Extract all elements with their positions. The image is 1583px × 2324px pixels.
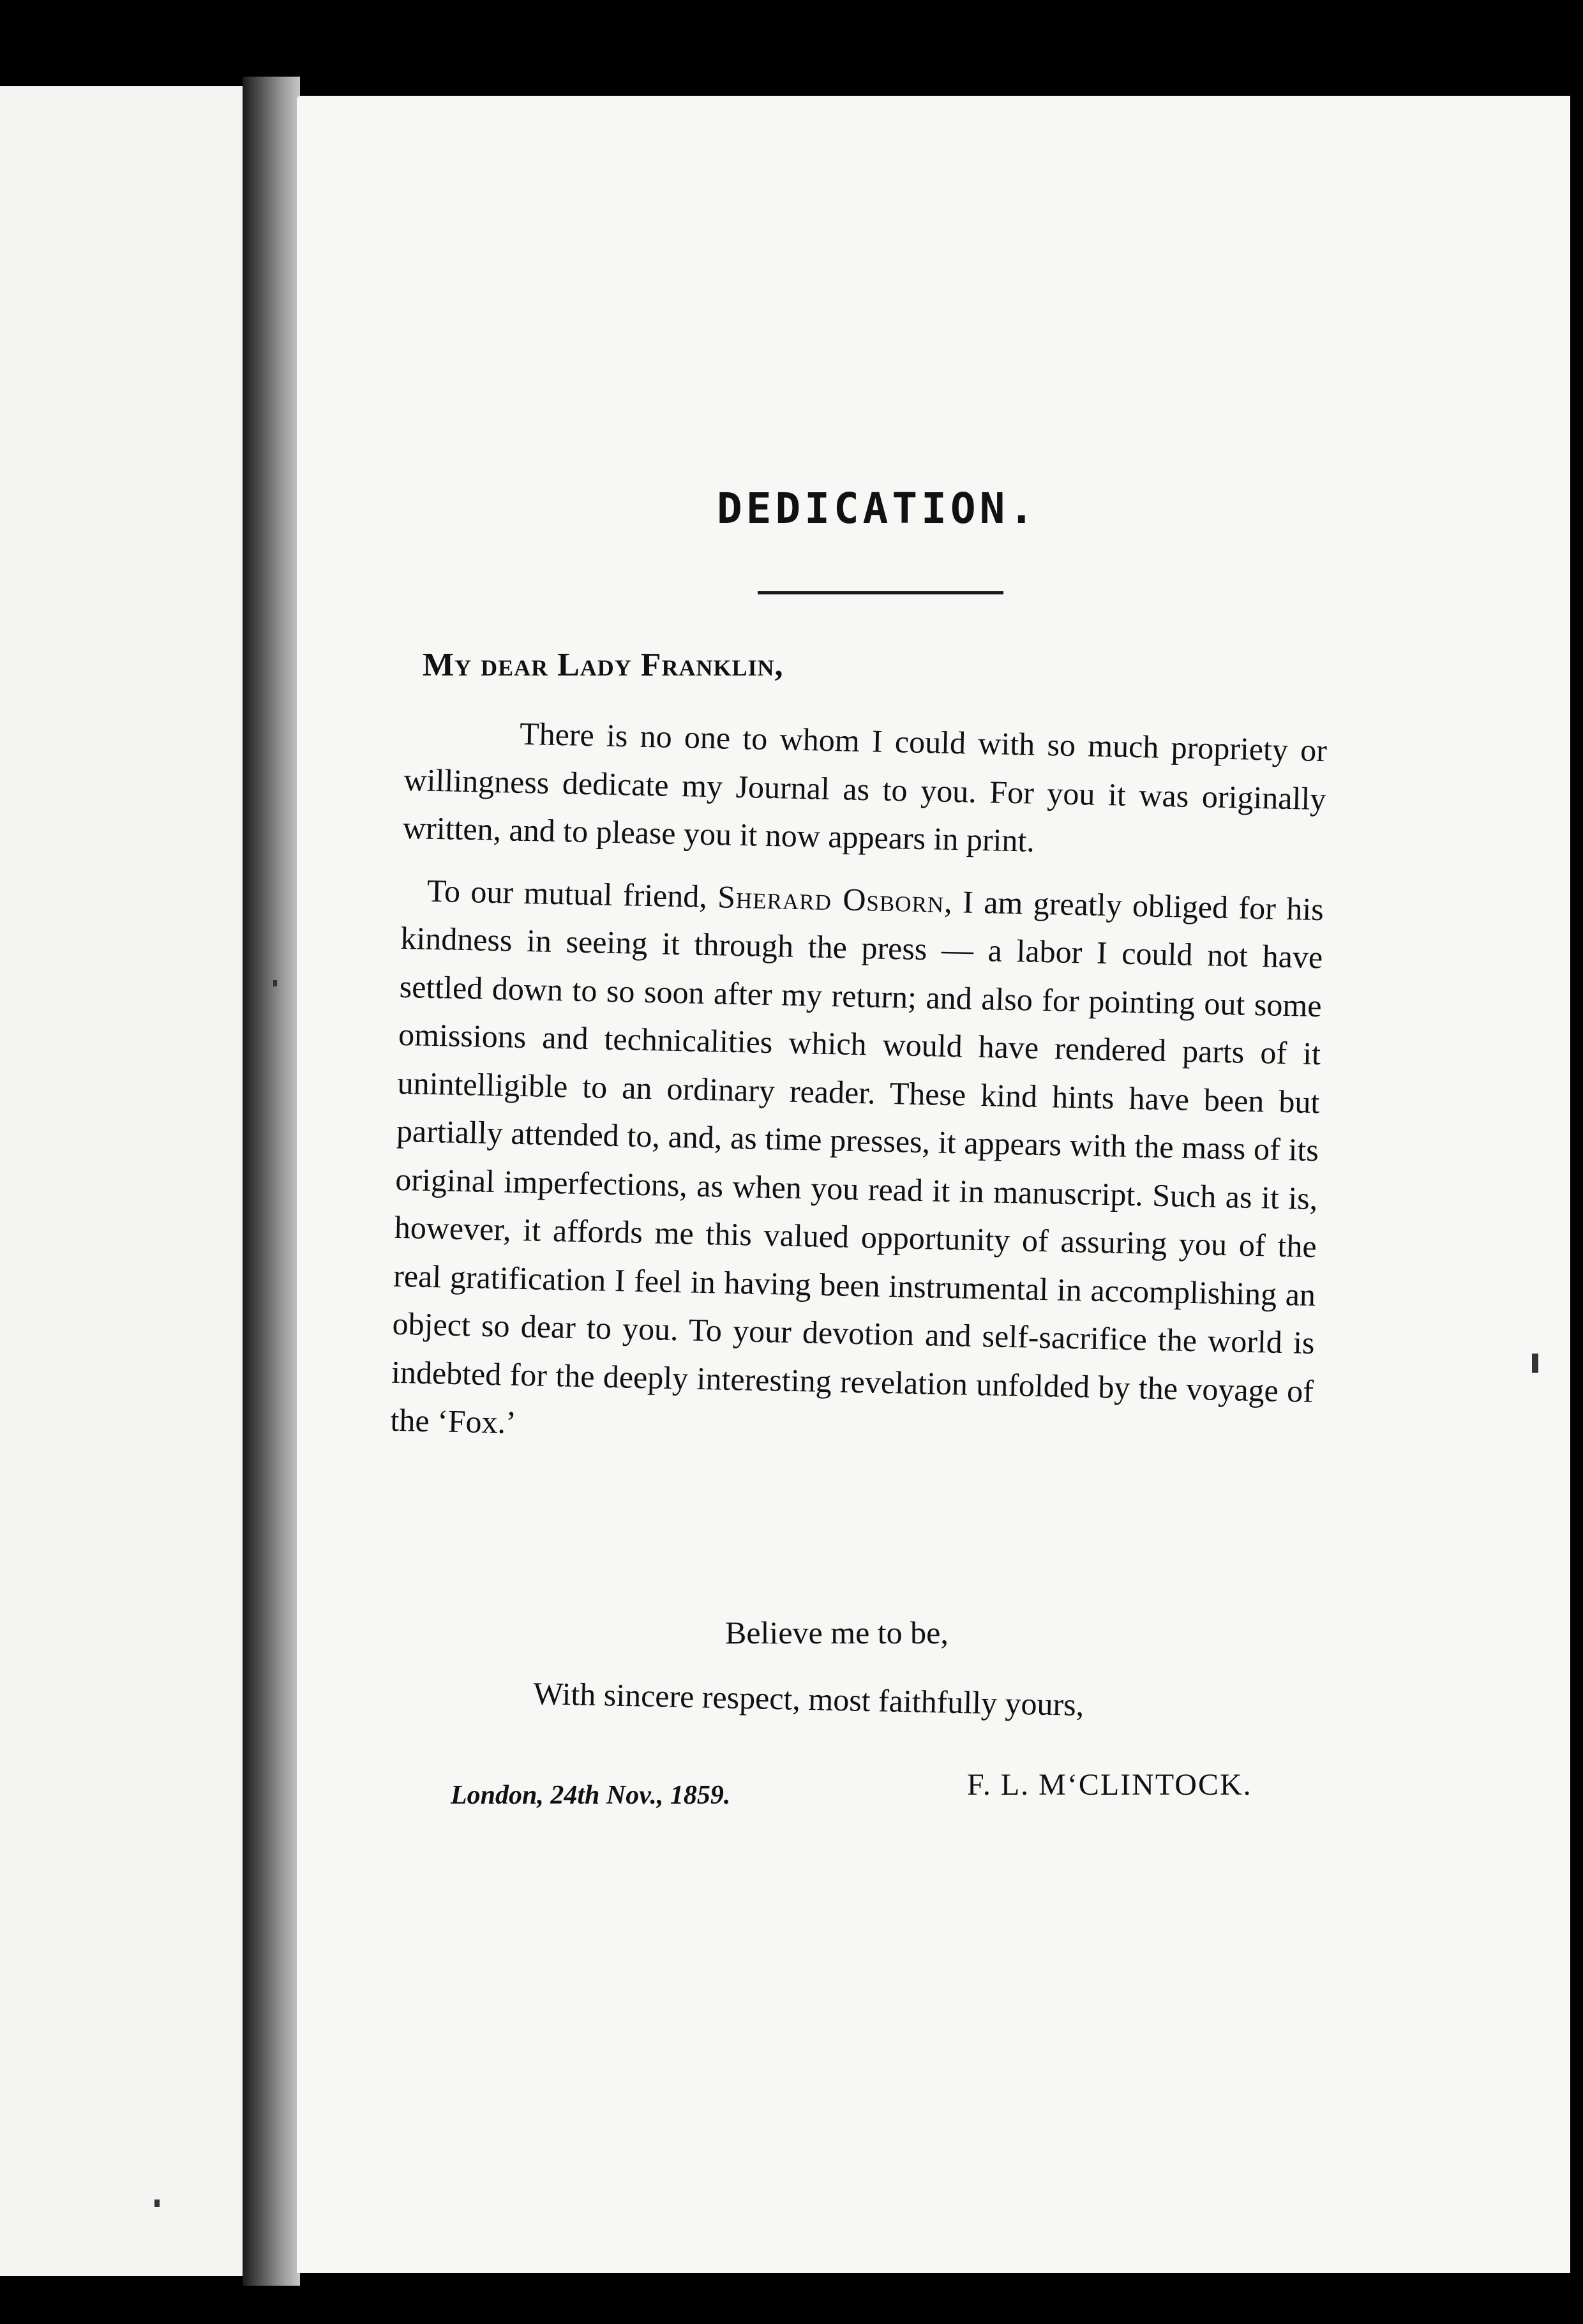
closing-line-1: Believe me to be,: [725, 1615, 949, 1650]
friend-name: Sherard Osborn: [717, 878, 945, 919]
salutation: My dear Lady Franklin,: [423, 647, 784, 683]
paragraph-2: [390, 866, 1324, 1463]
paragraph-1: There is no one to whom I could with so much propriety or willingness dedicate my Journal as to you. For you it was originally written, and to please you it now appears in print.: [402, 715, 1328, 859]
paragraph-2-rest: , I am greatly obliged for his kindness in seeing it through the press — a labor I could not have settled down to so soon after my return; and also for pointing out some omissions and technicalities which would have rendered parts of it unintelligible to an ordinary reader. These kind hints have been but partially attended to, and, as time presses, it appears with the mass of its original imperfections, as when you read it in manuscript. Such as it is, however, it affords me this valued opportunity of assuring you of the real gratification I feel in having been instrumental in accomplishing an object so dear to you. To your devotion and self-sacrifice the world is indebted for the deeply interesting revelation unfolded by the voyage of the ‘Fox.’: [390, 883, 1324, 1440]
title-rule: [758, 591, 1003, 594]
page-title: DEDICATION.: [717, 484, 1039, 533]
book-gutter: [243, 77, 300, 2286]
margin-speck: [1532, 1354, 1538, 1373]
margin-speck: [273, 980, 277, 986]
margin-speck: [154, 2200, 160, 2207]
facing-page-edge: [0, 86, 249, 2276]
signature: F. L. M‘CLINTOCK.: [967, 1768, 1252, 1802]
place-date: London, 24th Nov., 1859.: [451, 1781, 731, 1810]
closing-line-2: With sincere respect, most faithfully yours,: [532, 1675, 1084, 1723]
paragraph-2-start: To our mutual friend,: [426, 872, 708, 914]
dedication-body: [389, 707, 1327, 1478]
